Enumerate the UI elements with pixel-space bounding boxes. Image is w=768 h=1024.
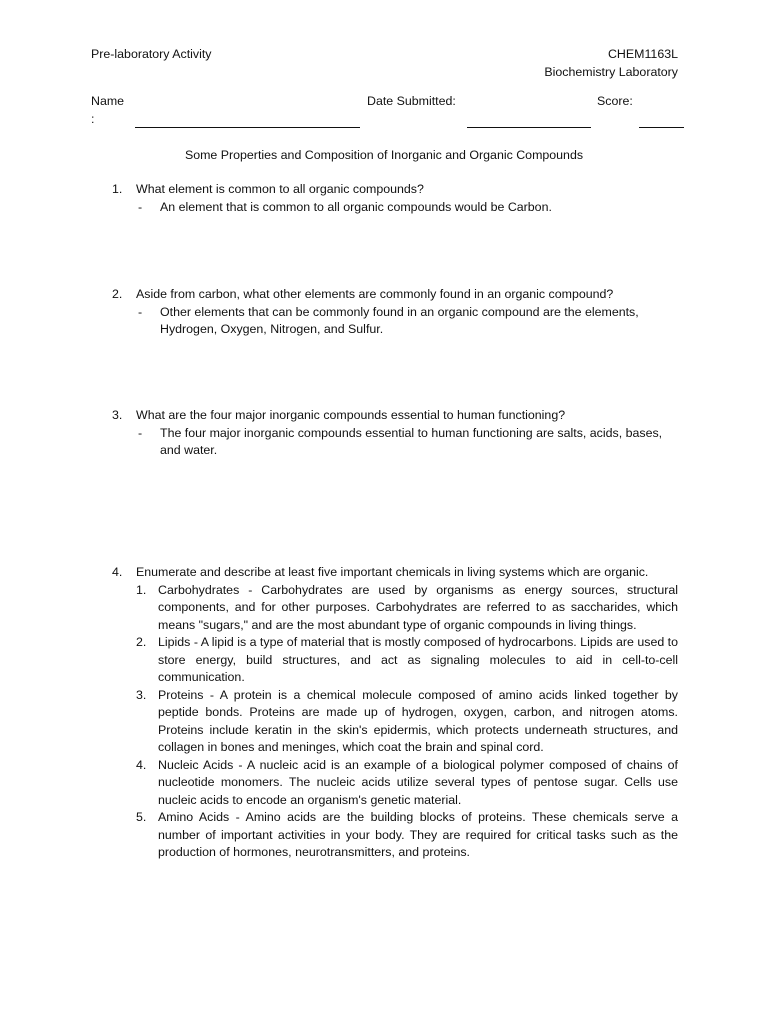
answer — [136, 304, 678, 339]
score-line — [639, 127, 684, 128]
activity-label: Pre-laboratory Activity — [91, 47, 212, 61]
answer — [136, 425, 678, 460]
list-item — [136, 634, 678, 687]
name-colon: : — [91, 111, 95, 126]
name-label — [91, 93, 131, 128]
question-text: What are the four major inorganic compounds essential to human functioning? — [136, 408, 566, 422]
lab-name: Biochemistry Laboratory — [544, 64, 678, 79]
list-item-number: 4. — [136, 757, 147, 772]
course-header — [544, 46, 678, 81]
question-2 — [112, 286, 678, 339]
list-item-text: Amino Acids - Amino acids are the building blocks of proteins. These chemicals serve a number of important activities in your body. They are required for critical tasks such as the production of hormones, neurotransmitters, and proteins. — [158, 810, 678, 859]
list-item — [136, 757, 678, 810]
question-number: 3. — [112, 408, 123, 422]
course-code: CHEM1163L — [607, 47, 678, 61]
score-label: Score: — [597, 94, 633, 108]
list-item-number: 2. — [136, 635, 147, 649]
name-text: Name — [91, 94, 125, 108]
list-item-text: Proteins - A protein is a chemical molecule composed of amino acids linked together by peptide bonds. Proteins are made up of hydrogen, oxygen, carbon, and nitrogen atoms. Proteins include keratin in the skin's epidermis, which protects underneath structures, and collagen in bones and meninges, which coat the brain and spinal cord. — [158, 687, 678, 754]
list-item — [136, 582, 678, 635]
question-number: 1. — [112, 182, 123, 196]
answer-dash: - — [138, 199, 143, 214]
answer-dash: - — [138, 425, 143, 440]
document-title: Some Properties and Composition of Inorganic and Organic Compounds — [184, 148, 584, 162]
answer-text: Other elements that can be commonly found in an organic compound are the elements, Hydrogen, Oxygen, Nitrogen, and Sulfur. — [160, 304, 639, 336]
list-item-text: Nucleic Acids - A nucleic acid is an example of a biological polymer composed of chains of nucleotide monomers. The nucleic acids utilize several types of pentose sugar. Cells use nucleic acids to encode an organism's genetic material. — [158, 757, 678, 807]
answer-text: The four major inorganic compounds essential to human functioning are salts, acids, bases, and water. — [160, 425, 663, 457]
question-number: 4. — [112, 565, 123, 579]
list-item-text: Lipids - A lipid is a type of material that is mostly composed of hydrocarbons. Lipids are used to store energy, build structures, and act as signaling molecules to aid in cell-to-cell communication. — [158, 635, 678, 684]
name-line — [135, 127, 360, 128]
question-number: 2. — [112, 287, 123, 301]
date-submitted-label: Date Submitted: — [367, 94, 456, 108]
answer — [136, 199, 678, 217]
question-text: Aside from carbon, what other elements are commonly found in an organic compound? — [136, 287, 614, 301]
question-text: Enumerate and describe at least five important chemicals in living systems which are organic. — [136, 565, 649, 579]
list-item-number: 5. — [136, 810, 147, 824]
list-item-number: 3. — [136, 687, 147, 702]
date-line — [467, 127, 591, 128]
question-text: What element is common to all organic compounds? — [136, 182, 424, 196]
answer-dash: - — [138, 304, 143, 319]
list-item-number: 1. — [136, 582, 147, 597]
list-item — [136, 687, 678, 757]
answer-text: An element that is common to all organic compounds would be Carbon. — [160, 199, 552, 214]
question-4 — [112, 564, 678, 862]
list-item-text: Carbohydrates - Carbohydrates are used by organisms as energy sources, structural components, and for other purposes. Carbohydrates are referred to as saccharides, which means "sugars," and are the most abundant type of organic compounds in living things. — [158, 582, 678, 632]
list-item — [136, 809, 678, 862]
question-1 — [112, 181, 678, 216]
question-3 — [112, 407, 678, 460]
